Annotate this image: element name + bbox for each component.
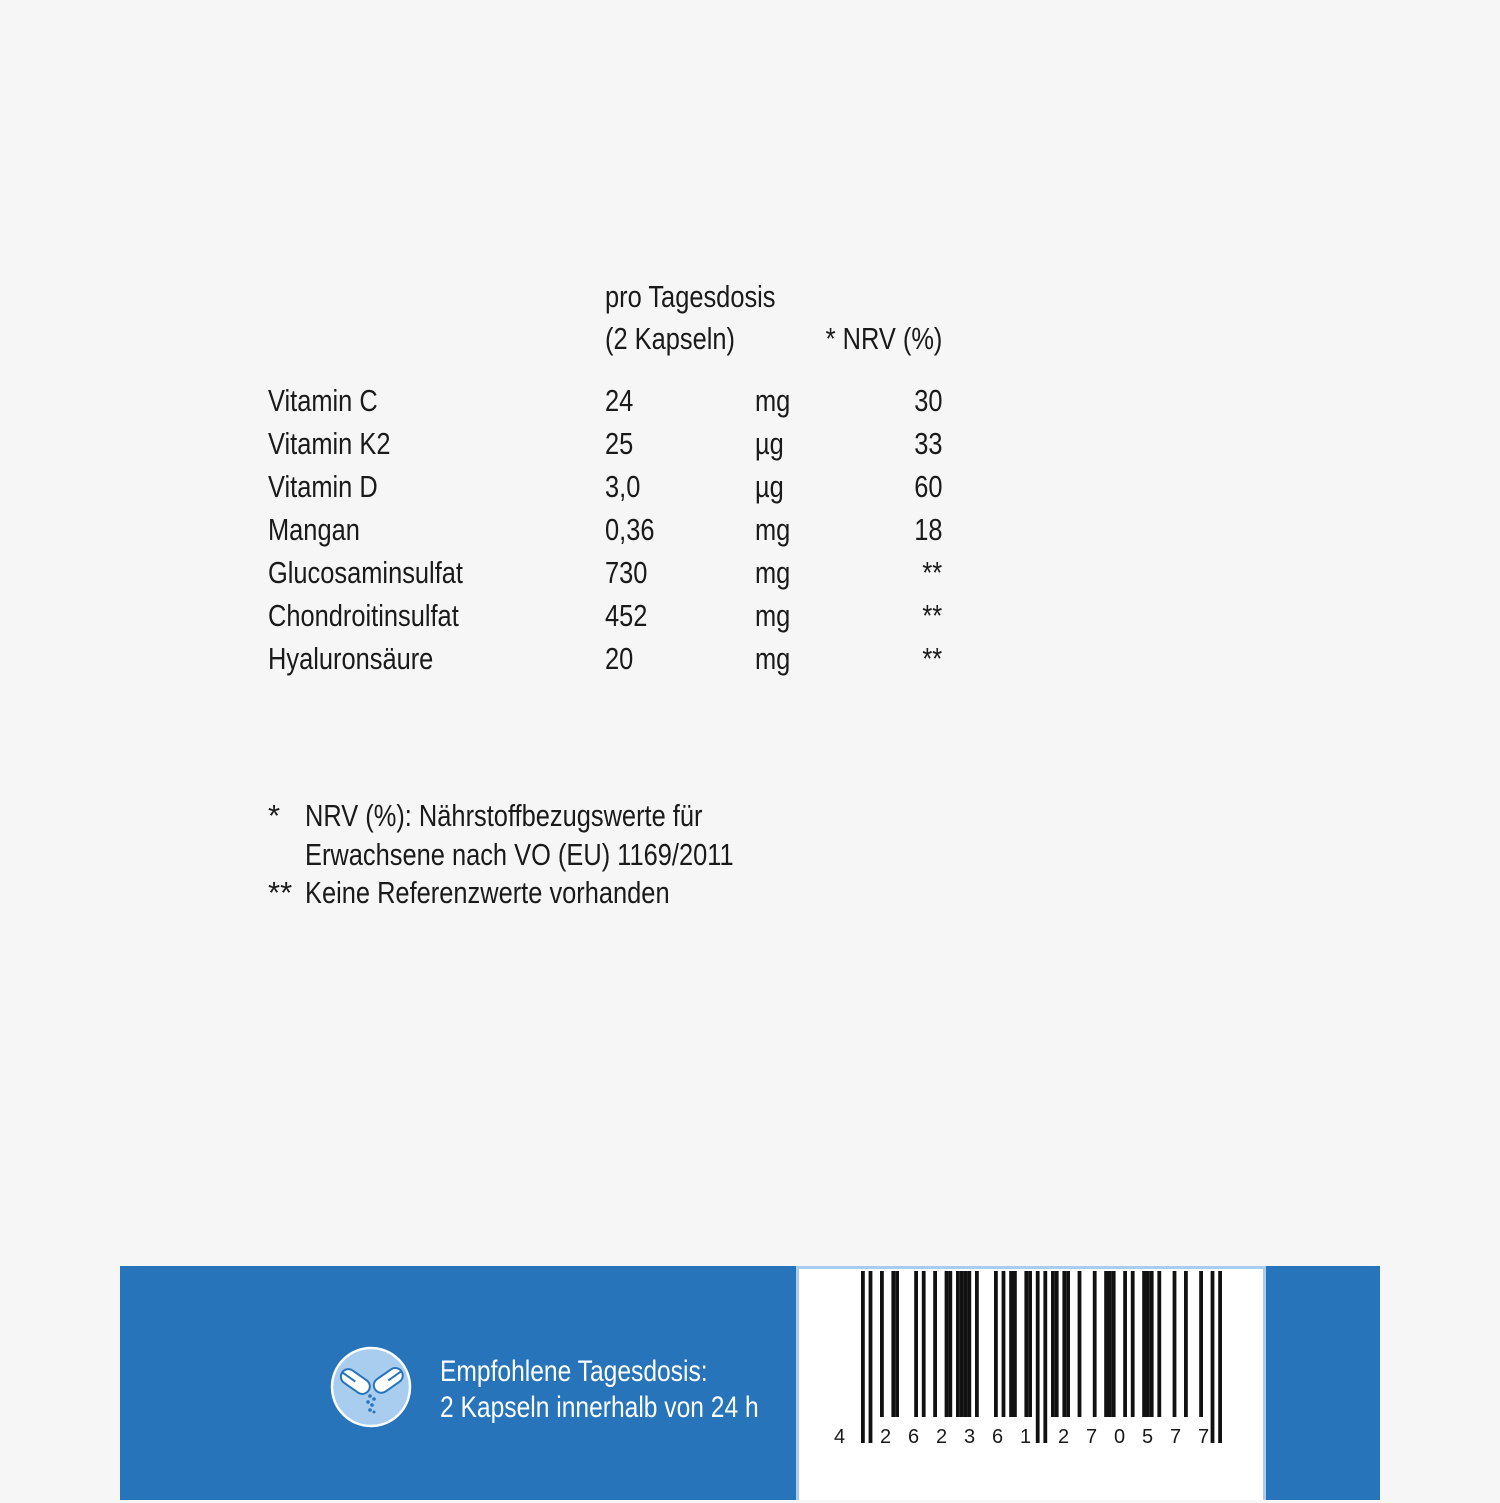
barcode-bar [1146,1271,1150,1417]
barcode-digit: 0 [1114,1426,1126,1448]
nutrient-nrv: ** [922,598,942,633]
barcode-bar [1013,1271,1017,1417]
barcode-bar [1131,1271,1135,1417]
barcode-digit: 7 [1086,1426,1098,1448]
nutrient-unit: mg [755,641,791,676]
barcode-bar [914,1271,918,1417]
table-row [268,465,948,508]
barcode-bar [964,1271,968,1417]
nutrient-amount: 452 [605,598,648,633]
nutrient-nrv: ** [922,641,942,676]
nutrient-nrv: 33 [913,426,942,461]
nutrient-unit: mg [755,512,791,547]
nutrient-amount: 24 [605,383,634,418]
dosage-text [440,1354,829,1426]
dosage-title: Empfohlene Tagesdosis: [440,1355,708,1388]
barcode-bar [967,1271,971,1417]
barcode-bar [1028,1271,1032,1417]
nutrient-name: Hyaluronsäure [268,641,434,676]
barcode-bar [994,1271,998,1417]
nutrient-amount: 3,0 [605,469,641,504]
barcode-bar [975,1271,979,1417]
barcode-bar [1173,1271,1177,1417]
barcode-bar [880,1271,884,1417]
nutrient-name: Chondroitinsulfat [268,598,459,633]
table-row [268,551,948,594]
barcode-bar [1024,1271,1028,1417]
barcode-bar [1184,1271,1188,1417]
barcode-bar [1157,1271,1161,1417]
barcode-guard-bar [861,1271,865,1443]
barcode-guard-bar [1036,1271,1040,1443]
barcode-bar [1150,1271,1154,1417]
footnote-mark: * [268,798,281,833]
nutrient-unit: µg [755,469,784,504]
nutrient-unit: µg [755,426,784,461]
barcode-bar [1112,1271,1116,1417]
barcode-digit: 7 [1198,1426,1210,1448]
barcode-digit: 2 [1058,1426,1070,1448]
table-row [268,594,948,637]
barcode-bars [799,1269,1263,1503]
nutrient-amount: 0,36 [605,512,655,547]
barcode-guard-bar [869,1271,873,1443]
nrv-header: * NRV (%) [825,321,942,356]
footnote-mark: ** [268,875,293,910]
barcode-bar [1066,1271,1070,1417]
table-row [268,422,948,465]
nutrient-amount: 20 [605,641,634,676]
nutrient-unit: mg [755,555,791,590]
barcode-digit: 5 [1142,1426,1154,1448]
table-row [268,379,948,422]
nutrition-table [268,276,968,696]
footnote-nrv-continued [268,835,968,875]
barcode-guard-bar [1218,1271,1222,1443]
nutrient-name: Vitamin K2 [268,426,391,461]
nutrient-nrv: 60 [913,469,942,504]
barcode-bar [1055,1271,1059,1417]
nutrient-amount: 25 [605,426,634,461]
barcode-bar [960,1271,964,1417]
barcode-guard-bar [1043,1271,1047,1443]
barcode-digit: 2 [936,1426,948,1448]
barcode-digit: 3 [964,1426,976,1448]
barcode-digit: 4 [834,1426,846,1448]
footnote-text: Erwachsene nach VO (EU) 1169/2011 [305,837,734,872]
barcode-bar [956,1271,960,1417]
barcode-bar [1123,1271,1127,1417]
barcode-bar [1108,1271,1112,1417]
barcode-digit: 6 [992,1426,1004,1448]
dosage-band [120,1266,1380,1500]
barcode-bar [945,1271,949,1417]
barcode-bar [922,1271,926,1417]
footnote-text: NRV (%): Nährstoffbezugswerte für [305,798,703,833]
barcode-bar [1104,1271,1108,1417]
barcode-number [829,1426,1239,1450]
capsule-icon [330,1346,412,1428]
nutrient-nrv: 30 [913,383,942,418]
nutrient-amount: 730 [605,555,648,590]
dose-header-line1: pro Tagesdosis [605,279,776,314]
barcode-bar [1051,1271,1055,1417]
barcode-bar [1002,1271,1006,1417]
footnote-no-reference [268,873,968,913]
nutrient-unit: mg [755,598,791,633]
nutrient-name: Mangan [268,512,360,547]
barcode-bar [891,1271,895,1417]
table-row [268,508,948,551]
footnote-text: Keine Referenzwerte vorhanden [305,875,670,910]
barcode-bar [1062,1271,1066,1417]
barcode-bar [933,1271,937,1417]
nutrient-nrv: ** [922,555,942,590]
nutrient-name: Glucosaminsulfat [268,555,463,590]
barcode-bar [1142,1271,1146,1417]
barcode-digit: 1 [1020,1426,1032,1448]
barcode-guard-bar [1211,1271,1215,1443]
nutrient-nrv: 18 [913,512,942,547]
nutrient-name: Vitamin D [268,469,378,504]
footnote-nrv [268,796,968,836]
barcode [796,1266,1266,1500]
nutrient-name: Vitamin C [268,383,378,418]
dose-header-line2: (2 Kapseln) [605,321,735,356]
dosage-instruction: 2 Kapseln innerhalb von 24 h [440,1391,759,1424]
barcode-bar [1009,1271,1013,1417]
barcode-digit: 2 [880,1426,892,1448]
barcode-bar [948,1271,952,1417]
barcode-bar [1093,1271,1097,1417]
barcode-digit: 6 [908,1426,920,1448]
table-row [268,637,948,680]
barcode-bar [1199,1271,1203,1417]
barcode-digit: 7 [1170,1426,1182,1448]
barcode-bar [1078,1271,1082,1417]
barcode-bar [895,1271,899,1417]
nutrient-unit: mg [755,383,791,418]
